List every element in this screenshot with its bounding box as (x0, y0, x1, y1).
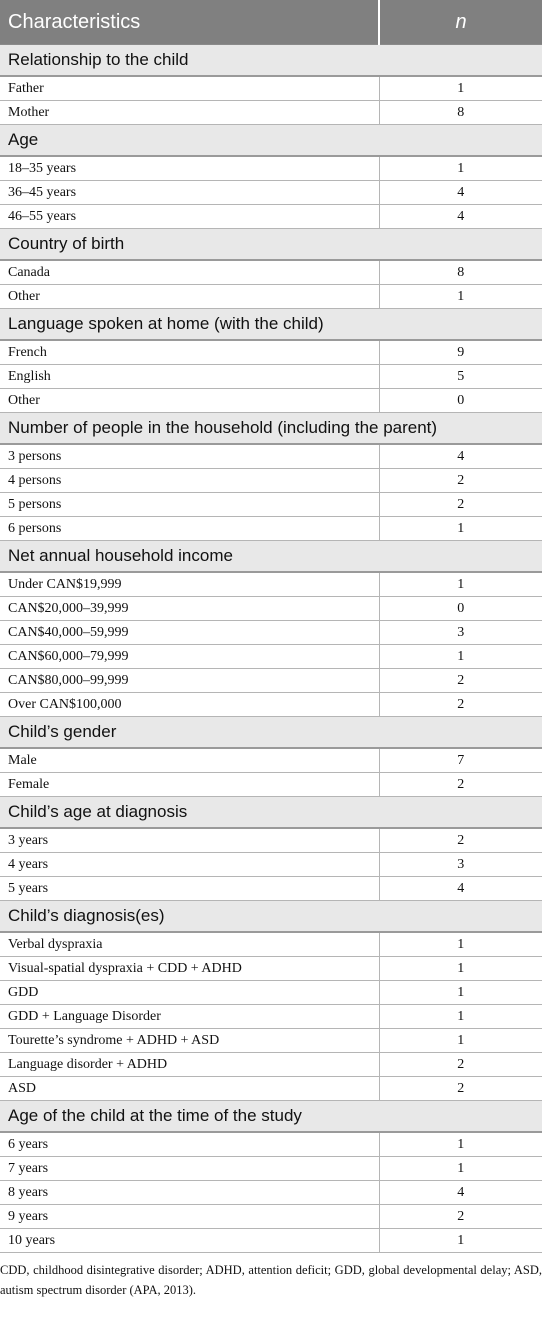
row-count: 2 (379, 1053, 542, 1077)
row-count: 1 (379, 285, 542, 309)
table-row (0, 645, 542, 669)
row-label: Female (0, 773, 379, 797)
row-label: 4 persons (0, 469, 379, 493)
table-row (0, 517, 542, 541)
section-header-row (0, 541, 542, 573)
row-count: 7 (379, 748, 542, 773)
section-title: Number of people in the household (including the parent) (0, 413, 542, 445)
row-count: 1 (379, 1229, 542, 1253)
table-row (0, 205, 542, 229)
row-label: 7 years (0, 1157, 379, 1181)
row-label: 10 years (0, 1229, 379, 1253)
table-header-row (0, 0, 542, 45)
table-row (0, 597, 542, 621)
table-row (0, 469, 542, 493)
row-count: 4 (379, 181, 542, 205)
header-characteristics: Characteristics (0, 0, 379, 45)
table-row (0, 981, 542, 1005)
section-title: Relationship to the child (0, 45, 542, 77)
row-count: 1 (379, 1132, 542, 1157)
row-count: 2 (379, 1077, 542, 1101)
row-label: 3 years (0, 828, 379, 853)
table-row (0, 932, 542, 957)
row-count: 4 (379, 205, 542, 229)
row-label: Other (0, 389, 379, 413)
row-count: 3 (379, 621, 542, 645)
row-label: Tourette’s syndrome + ADHD + ASD (0, 1029, 379, 1053)
row-count: 2 (379, 693, 542, 717)
table-row (0, 365, 542, 389)
row-count: 0 (379, 389, 542, 413)
table-row (0, 1181, 542, 1205)
table-row (0, 444, 542, 469)
row-count: 1 (379, 645, 542, 669)
table-row (0, 493, 542, 517)
section-header-row (0, 413, 542, 445)
row-count: 1 (379, 156, 542, 181)
table-row (0, 101, 542, 125)
section-header-row (0, 45, 542, 77)
row-count: 2 (379, 469, 542, 493)
section-title: Language spoken at home (with the child) (0, 309, 542, 341)
table-row (0, 828, 542, 853)
section-header-row (0, 309, 542, 341)
row-label: Visual-spatial dyspraxia + CDD + ADHD (0, 957, 379, 981)
table-row (0, 669, 542, 693)
table-row (0, 572, 542, 597)
table-row (0, 340, 542, 365)
row-label: 46–55 years (0, 205, 379, 229)
row-label: CAN$60,000–79,999 (0, 645, 379, 669)
table-row (0, 1132, 542, 1157)
table-row (0, 76, 542, 101)
row-count: 1 (379, 1005, 542, 1029)
row-count: 1 (379, 932, 542, 957)
section-title: Age of the child at the time of the study (0, 1101, 542, 1133)
row-label: CAN$80,000–99,999 (0, 669, 379, 693)
row-count: 1 (379, 1029, 542, 1053)
row-label: Father (0, 76, 379, 101)
row-count: 1 (379, 517, 542, 541)
table-row (0, 260, 542, 285)
row-count: 3 (379, 853, 542, 877)
row-label: French (0, 340, 379, 365)
table-row (0, 1157, 542, 1181)
row-count: 2 (379, 828, 542, 853)
table-row (0, 156, 542, 181)
section-header-row (0, 797, 542, 829)
section-header-row (0, 125, 542, 157)
row-count: 1 (379, 957, 542, 981)
section-header-row (0, 1101, 542, 1133)
row-count: 9 (379, 340, 542, 365)
row-label: 6 years (0, 1132, 379, 1157)
row-count: 1 (379, 981, 542, 1005)
table-row (0, 621, 542, 645)
section-title: Child’s diagnosis(es) (0, 901, 542, 933)
row-label: Under CAN$19,999 (0, 572, 379, 597)
table-row (0, 693, 542, 717)
table-row (0, 285, 542, 309)
row-count: 8 (379, 101, 542, 125)
row-label: 3 persons (0, 444, 379, 469)
row-count: 1 (379, 76, 542, 101)
row-count: 2 (379, 773, 542, 797)
row-label: 8 years (0, 1181, 379, 1205)
table-row (0, 389, 542, 413)
row-count: 2 (379, 1205, 542, 1229)
row-label: 36–45 years (0, 181, 379, 205)
table-row (0, 853, 542, 877)
row-label: Other (0, 285, 379, 309)
section-title: Country of birth (0, 229, 542, 261)
row-label: Mother (0, 101, 379, 125)
row-label: 5 years (0, 877, 379, 901)
section-header-row (0, 901, 542, 933)
row-label: 9 years (0, 1205, 379, 1229)
table-row (0, 877, 542, 901)
table-row (0, 181, 542, 205)
table-row (0, 1005, 542, 1029)
row-count: 8 (379, 260, 542, 285)
table-row (0, 1029, 542, 1053)
table-row (0, 773, 542, 797)
row-label: ASD (0, 1077, 379, 1101)
row-label: 5 persons (0, 493, 379, 517)
section-title: Net annual household income (0, 541, 542, 573)
row-label: English (0, 365, 379, 389)
row-count: 1 (379, 1157, 542, 1181)
section-title: Child’s gender (0, 717, 542, 749)
row-count: 4 (379, 1181, 542, 1205)
row-label: Over CAN$100,000 (0, 693, 379, 717)
section-header-row (0, 229, 542, 261)
section-title: Child’s age at diagnosis (0, 797, 542, 829)
section-title: Age (0, 125, 542, 157)
row-label: 4 years (0, 853, 379, 877)
row-label: Canada (0, 260, 379, 285)
table-row (0, 748, 542, 773)
row-count: 4 (379, 444, 542, 469)
table-body (0, 45, 542, 1253)
row-label: 18–35 years (0, 156, 379, 181)
row-count: 0 (379, 597, 542, 621)
header-n: n (379, 0, 542, 45)
section-header-row (0, 717, 542, 749)
table-footnote: CDD, childhood disintegrative disorder; ADHD, attention deficit; GDD, global developmental delay; ASD, autism spectrum disorder (APA, 2013). (0, 1263, 542, 1297)
row-label: 6 persons (0, 517, 379, 541)
row-count: 2 (379, 493, 542, 517)
row-label: Language disorder + ADHD (0, 1053, 379, 1077)
table-row (0, 1229, 542, 1253)
row-label: CAN$20,000–39,999 (0, 597, 379, 621)
row-count: 1 (379, 572, 542, 597)
table-row (0, 1053, 542, 1077)
row-count: 5 (379, 365, 542, 389)
row-label: Verbal dyspraxia (0, 932, 379, 957)
row-count: 2 (379, 669, 542, 693)
row-label: GDD (0, 981, 379, 1005)
row-label: GDD + Language Disorder (0, 1005, 379, 1029)
table-row (0, 1205, 542, 1229)
table-row (0, 1077, 542, 1101)
table-row (0, 957, 542, 981)
row-label: CAN$40,000–59,999 (0, 621, 379, 645)
row-count: 4 (379, 877, 542, 901)
row-label: Male (0, 748, 379, 773)
